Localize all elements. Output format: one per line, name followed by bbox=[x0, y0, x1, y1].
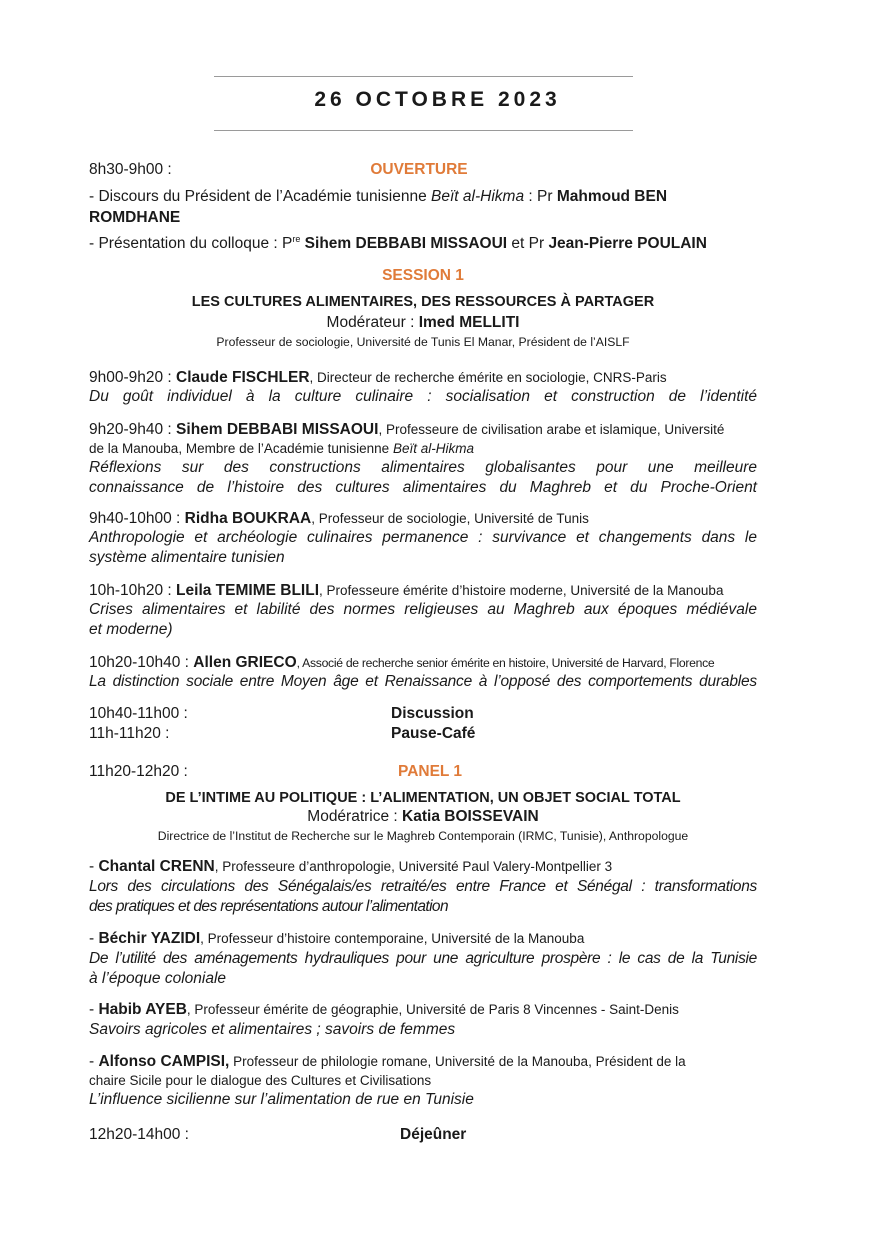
discussion-time: 10h40-11h00 : bbox=[89, 705, 188, 722]
talk-5-title: La distinction sociale entre Moyen âge et Renaissance à l’opposé des comportements durables bbox=[89, 673, 757, 690]
talk-4-header: 10h-10h20 : Leila TEMIME BLILI, Professeure émérite d’histoire moderne, Université de la Manouba bbox=[89, 582, 724, 599]
page-title: 26 OCTOBRE 2023 bbox=[314, 88, 561, 111]
panel-time: 11h20-12h20 : bbox=[89, 763, 188, 780]
opening-line-3: - Présentation du colloque : $P^{re}$ Sihem DEBBABI MISSAOUI et Pr Jean-Pierre POULAIN bbox=[89, 234, 707, 253]
talk-5-header: 10h20-10h40 : Allen GRIECO, Associé de recherche senior émérite en histoire, Université de Harvard, Florence bbox=[89, 654, 715, 671]
panel-moderator: Modératrice : Katia BOISSEVAIN bbox=[307, 808, 539, 825]
panel-label: PANEL 1 bbox=[398, 763, 463, 780]
panel-item-3-header: - Habib AYEB, Professeur émérite de géographie, Université de Paris 8 Vincennes - Saint-Denis bbox=[89, 1001, 679, 1018]
panel-moderator-role: Directrice de l’Institut de Recherche sur le Maghreb Contemporain (IRMC, Tunisie), Anthropologue bbox=[157, 829, 689, 843]
talk-3-title-2: système alimentaire tunisien bbox=[89, 549, 285, 566]
discussion-label: Discussion bbox=[391, 705, 474, 722]
panel-item-2-title-1: De l’utilité des aménagements hydrauliques pour une agriculture prospère : le cas de la Tunisie bbox=[89, 950, 757, 967]
coffee-break-label: Pause-Café bbox=[391, 725, 476, 742]
session-moderator: Modérateur : Imed MELLITI bbox=[326, 314, 520, 331]
talk-2-title-1: Réflexions sur des constructions alimentaires globalisantes pour une meilleure bbox=[89, 459, 757, 476]
talk-1-header: 9h00-9h20 : Claude FISCHLER, Directeur de recherche émérite en sociologie, CNRS-Paris bbox=[89, 369, 667, 386]
opening-time: 8h30-9h00 : bbox=[89, 161, 172, 178]
panel-item-2-title-2: à l’époque coloniale bbox=[89, 970, 227, 987]
lunch-time: 12h20-14h00 : bbox=[89, 1126, 189, 1143]
panel-item-2-header: - Béchir YAZIDI, Professeur d’histoire contemporaine, Université de la Manouba bbox=[89, 930, 585, 947]
talk-2-header: 9h20-9h40 : Sihem DEBBABI MISSAOUI, Professeure de civilisation arabe et islamique, Université bbox=[89, 421, 725, 438]
opening-line-1: - Discours du Président de l’Académie tunisienne Beït al-Hikma : Pr Mahmoud BEN bbox=[89, 188, 668, 205]
talk-1-title: Du goût individuel à la culture culinaire : socialisation et construction de l’identité bbox=[89, 388, 757, 405]
top-rule bbox=[214, 76, 633, 77]
opening-title: OUVERTURE bbox=[370, 161, 468, 178]
panel-item-1-header: - Chantal CRENN, Professeure d’anthropologie, Université Paul Valery-Montpellier 3 bbox=[89, 858, 613, 875]
talk-3-title-1: Anthropologie et archéologie culinaires permanence : survivance et changements dans le bbox=[89, 529, 757, 546]
panel-title: DE L’INTIME AU POLITIQUE : L’ALIMENTATION, UN OBJET SOCIAL TOTAL bbox=[165, 790, 681, 806]
panel-item-4-role-2: chaire Sicile pour le dialogue des Cultures et Civilisations bbox=[89, 1073, 432, 1088]
panel-item-1-title-2: des pratiques et des représentations autour l’alimentation bbox=[89, 898, 448, 915]
talk-2-title-2: connaissance de l’histoire des cultures alimentaires du Maghreb et du Proche-Orient bbox=[89, 479, 757, 496]
panel-item-3-title: Savoirs agricoles et alimentaires ; savoirs de femmes bbox=[89, 1021, 456, 1038]
talk-2-role-2: de la Manouba, Membre de l’Académie tunisienne Beït al-Hikma bbox=[89, 441, 474, 456]
session-moderator-role: Professeur de sociologie, Université de Tunis El Manar, Président de l’AISLF bbox=[216, 335, 630, 349]
lunch-label: Déjeûner bbox=[400, 1126, 467, 1143]
panel-item-1-title-1: Lors des circulations des Sénégalais/es retraité/es entre France et Sénégal : transformations bbox=[89, 878, 757, 895]
opening-line-2: ROMDHANE bbox=[89, 209, 181, 226]
session-title: LES CULTURES ALIMENTAIRES, DES RESSOURCES À PARTAGER bbox=[191, 294, 655, 310]
bottom-rule bbox=[214, 130, 633, 131]
panel-item-4-title: L’influence sicilienne sur l’alimentation de rue en Tunisie bbox=[89, 1091, 474, 1108]
panel-item-4-header: - Alfonso CAMPISI, Professeur de philologie romane, Université de la Manouba, Président de la bbox=[89, 1053, 686, 1070]
coffee-break-time: 11h-11h20 : bbox=[89, 725, 170, 742]
talk-4-title-2: et moderne) bbox=[89, 621, 173, 638]
talk-4-title-1: Crises alimentaires et labilité des normes religieuses au Maghreb aux époques médiévale bbox=[89, 601, 757, 618]
talk-3-header: 9h40-10h00 : Ridha BOUKRAA, Professeur de sociologie, Université de Tunis bbox=[89, 510, 589, 527]
session-label: SESSION 1 bbox=[382, 267, 464, 284]
